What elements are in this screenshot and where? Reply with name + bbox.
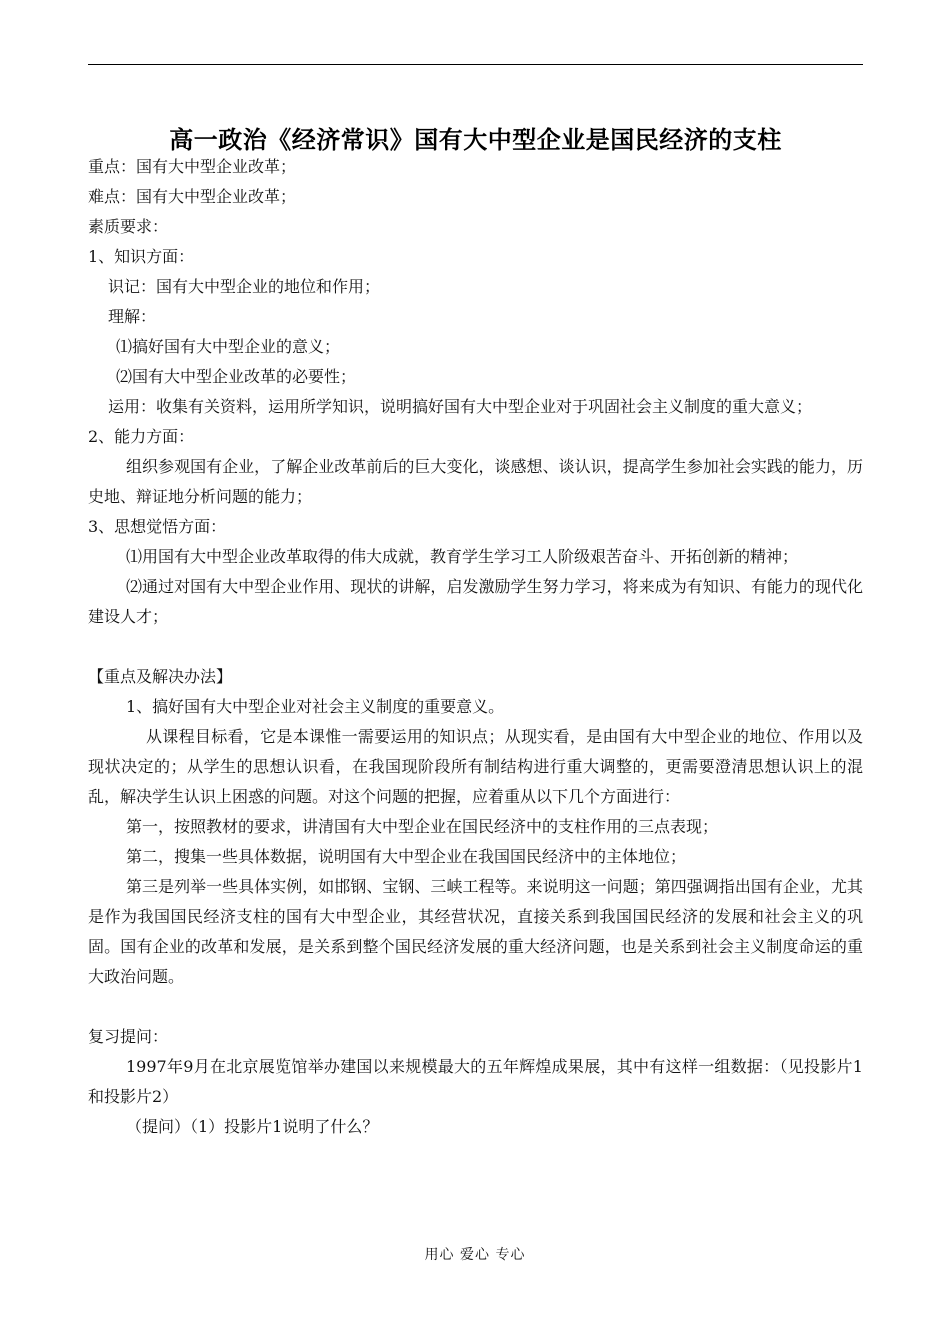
page-title: 高一政治《经济常识》国有大中型企业是国民经济的支柱: [169, 126, 782, 154]
document-body: [88, 152, 863, 1142]
method-second: 第二，搜集一些具体数据，说明国有大中型企业在我国国民经济中的主体地位；: [126, 847, 687, 866]
section-heading: 【重点及解决办法】: [88, 667, 233, 686]
method-paragraph: 从课程目标看，它是本课惟一需要运用的知识点；从现实看，是由国有大中型企业的地位、作用以及现状决定的；从学生的思想认识看，在我国现阶段所有制结构进行重大调整的，更需要澄清思想认识上的混乱，解决学生认识上困惑的问题。对这个问题的把握，应着重从以下几个方面进行：: [88, 727, 863, 806]
method-point-1: 1、搞好国有大中型企业对社会主义制度的重要意义。: [126, 697, 505, 716]
understand-item: 理解：: [108, 307, 157, 326]
ability-heading: 2、能力方面：: [88, 427, 195, 446]
quality-requirements-heading: 素质要求：: [88, 217, 169, 236]
knowledge-heading: 1、知识方面：: [88, 247, 195, 266]
understand-sub-2: ⑵国有大中型企业改革的必要性；: [116, 367, 357, 386]
review-question: （提问）（1）投影片1说明了什么？: [126, 1117, 379, 1136]
apply-item: 运用：收集有关资料，运用所学知识，说明搞好国有大中型企业对于巩固社会主义制度的重大意义；: [108, 397, 813, 416]
memorize-item: 识记：国有大中型企业的地位和作用；: [108, 277, 381, 296]
header-rule: [88, 64, 863, 65]
key-point: 重点：国有大中型企业改革；: [88, 157, 297, 176]
understand-sub-1: ⑴搞好国有大中型企业的意义；: [116, 337, 341, 356]
review-heading: 复习提问：: [88, 1027, 169, 1046]
ideology-heading: 3、思想觉悟方面：: [88, 517, 227, 536]
review-paragraph: 1997年9月在北京展览馆举办建国以来规模最大的五年辉煌成果展，其中有这样一组数据：（见投影片1和投影片2）: [88, 1057, 863, 1106]
method-first: 第一，按照教材的要求，讲清国有大中型企业在国民经济中的支柱作用的三点表现；: [126, 817, 719, 836]
ideology-item-1: ⑴用国有大中型企业改革取得的伟大成就，教育学生学习工人阶级艰苦奋斗、开拓创新的精神；: [126, 547, 799, 566]
difficult-point: 难点：国有大中型企业改革；: [88, 187, 297, 206]
method-third: 第三是列举一些具体实例，如邯钢、宝钢、三峡工程等。来说明这一问题；第四强调指出国有企业，尤其是作为我国国民经济支柱的国有大中型企业，其经营状况，直接关系到我国国民经济的发展和社会主义的巩固。国有企业的改革和发展，是关系到整个国民经济发展的重大经济问题，也是关系到社会主义制度命运的重大政治问题。: [88, 877, 863, 986]
ideology-item-2: ⑵通过对国有大中型企业作用、现状的讲解，启发激励学生努力学习，将来成为有知识、有能力的现代化建设人才；: [88, 577, 863, 626]
page-footer: 用心 爱心 专心: [424, 1247, 526, 1263]
ability-paragraph: 组织参观国有企业，了解企业改革前后的巨大变化，谈感想、谈认识，提高学生参加社会实践的能力，历史地、辩证地分析问题的能力；: [88, 457, 863, 506]
